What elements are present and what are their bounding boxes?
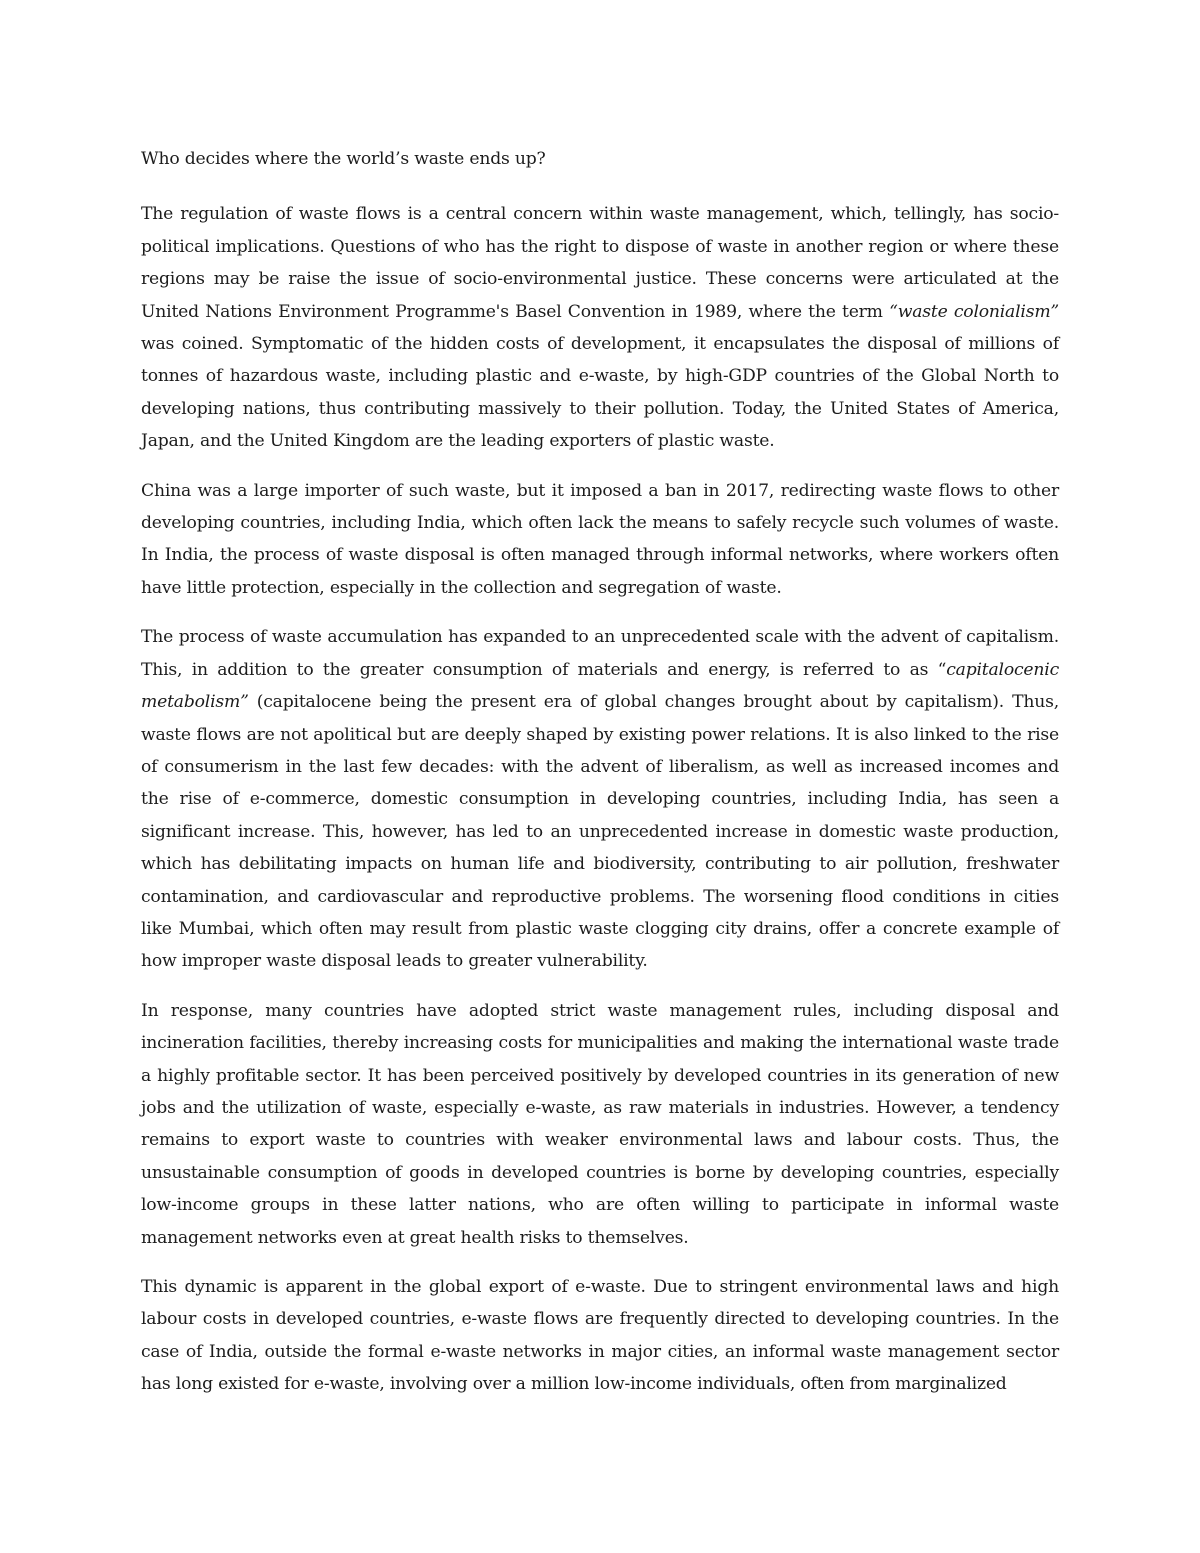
paragraph-text: was coined. Symptomatic of the hidden costs of development, it encapsulates the disposal of millions of tonnes of hazardous waste, including plastic and e-waste, by high-GDP countries of the Global North to developing nations, thus contributing massively to their pollution. Today, the United States of America, Japan, and the United Kingdom are the leading exporters of plastic waste. <box>141 334 1059 452</box>
paragraph-5 <box>141 1271 1059 1401</box>
paragraph-3 <box>141 621 1059 977</box>
document-page <box>141 143 1059 1418</box>
paragraph-2 <box>141 475 1059 605</box>
italic-term: capitalocenic metabolism” <box>141 659 1059 713</box>
paragraph-text: (capitalocene being the present era of global changes brought about by capitalism). Thus, waste flows are not apolitical but are deeply shaped by existing power relations. It is also linked to the rise of consumerism in the last few decades: with the advent of liberalism, as well as increased incomes and the rise of e-commerce, domestic consumption in developing countries, including India, has seen a significant increase. This, however, has led to an unprecedented increase in domestic waste production, which has debilitating impacts on human life and biodiversity, contributing to air pollution, freshwater contamination, and cardiovascular and reproductive problems. The worsening flood conditions in cities like Mumbai, which often may result from plastic waste clogging city drains, offer a concrete example of how improper waste disposal leads to greater vulnerability. <box>141 692 1059 972</box>
italic-term: “waste colonialism” <box>889 301 1060 322</box>
paragraph-text: China was a large importer of such waste, but it imposed a ban in 2017, redirecting waste flows to other developing countries, including India, which often lack the means to safely recycle such volumes of waste. In India, the process of waste disposal is often managed through informal networks, where workers often have little protection, especially in the collection and segregation of waste. <box>141 480 1059 598</box>
paragraph-4 <box>141 995 1059 1254</box>
paragraph-1 <box>141 198 1059 457</box>
paragraph-text: The regulation of waste flows is a central concern within waste management, which, tellingly, has socio-political implications. Questions of who has the right to dispose of waste in another region or where these regions may be raise the issue of socio-environmental justice. These concerns were articulated at the United Nations Environment Programme's Basel Convention in 1989, where the term <box>141 204 1059 322</box>
paragraph-text: In response, many countries have adopted strict waste management rules, including disposal and incineration facilities, thereby increasing costs for municipalities and making the international waste trade a highly profitable sector. It has been perceived positively by developed countries in its generation of new jobs and the utilization of waste, especially e-waste, as raw materials in industries. However, a tendency remains to export waste to countries with weaker environmental laws and labour costs. Thus, the unsustainable consumption of goods in developed countries is borne by developing countries, especially low-income groups in these latter nations, who are often willing to participate in informal waste management networks even at great health risks to themselves. <box>141 1000 1059 1248</box>
paragraph-text: This dynamic is apparent in the global export of e-waste. Due to stringent environmental laws and high labour costs in developed countries, e-waste flows are frequently directed to developing countries. In the case of India, outside the formal e-waste networks in major cities, an informal waste management sector has long existed for e-waste, involving over a million low-income individuals, often from marginalized <box>141 1277 1059 1395</box>
document-title: Who decides where the world’s waste ends up? <box>141 149 546 169</box>
paragraph-text: The process of waste accumulation has expanded to an unprecedented scale with the advent of capitalism. This, in addition to the greater consumption of materials and energy, is referred to as “ <box>141 627 1059 680</box>
